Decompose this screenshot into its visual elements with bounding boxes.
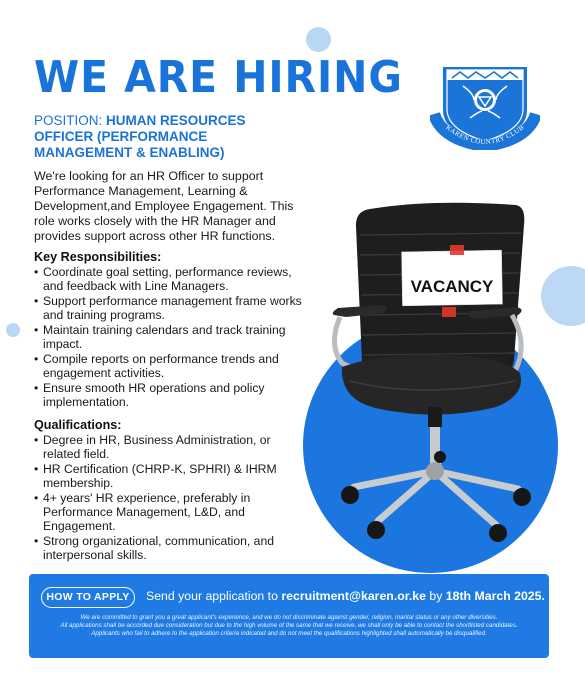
position-label: POSITION: bbox=[34, 113, 107, 128]
apply-instructions bbox=[146, 589, 545, 603]
decor-bubble-right bbox=[541, 266, 585, 326]
list-item: • HR Certification (CHRP-K, SPHRI) & IHRM membership. bbox=[34, 462, 304, 490]
karen-country-club-logo bbox=[430, 60, 540, 150]
list-item: • Ensure smooth HR operations and policy implementation. bbox=[34, 381, 304, 409]
qualifications-list bbox=[34, 433, 304, 563]
list-item: • Compile reports on performance trends and engagement activities. bbox=[34, 352, 304, 380]
apply-email-link[interactable]: recruitment@karen.or.ke bbox=[281, 589, 426, 603]
responsibilities-list bbox=[34, 265, 304, 410]
intro-paragraph: We're looking for an HR Officer to support Performance Management, Learning & Development,and Employee Engagement. This role works closely with the HR Manager and provides support across other HR functions. bbox=[34, 169, 294, 243]
list-item: • 4+ years' HR experience, preferably in Performance Management, L&D, and Engagement. bbox=[34, 491, 304, 534]
position-heading bbox=[34, 113, 284, 161]
vacancy-sign-text: VACANCY bbox=[410, 277, 494, 296]
position-title: HUMAN RESOURCES OFFICER (PERFORMANCE MANAGEMENT & ENABLING) bbox=[34, 113, 246, 160]
disclaimer bbox=[34, 614, 544, 638]
qualifications-title: Qualifications: bbox=[34, 418, 122, 432]
page-title: WE ARE HIRING bbox=[34, 52, 403, 103]
list-item: • Support performance management frame works and training programs. bbox=[34, 294, 304, 322]
decor-bubble-left bbox=[6, 323, 20, 337]
decor-bubble-top bbox=[306, 27, 331, 52]
apply-middle: by bbox=[425, 589, 446, 603]
disclaimer-line: Applicants who fail to adhere to the application criteria indicated and do not meet the qualifications highlighted shall automatically be disqualified. bbox=[91, 630, 487, 637]
apply-prefix: Send your application to bbox=[146, 589, 282, 603]
apply-deadline: 18th March 2025. bbox=[445, 589, 545, 603]
disclaimer-line: We are committed to grant you a great applicant's experience, and we do not discriminate against gender, religion, marital status or any other diversities. bbox=[80, 614, 498, 621]
how-to-apply-badge: HOW TO APPLY bbox=[41, 587, 135, 608]
list-item: • Coordinate goal setting, performance reviews, and feedback with Line Managers. bbox=[34, 265, 304, 293]
list-item: • Degree in HR, Business Administration, or related field. bbox=[34, 433, 304, 461]
logo-text: KAREN COUNTRY CLUB bbox=[444, 123, 526, 147]
list-item: • Strong organizational, communication, and interpersonal skills. bbox=[34, 534, 304, 562]
office-chair-illustration bbox=[320, 195, 540, 555]
responsibilities-title: Key Responsibilities: bbox=[34, 250, 162, 264]
list-item: • Maintain training calendars and track training impact. bbox=[34, 323, 304, 351]
disclaimer-line: All applications shall be accorded due consideration but due to the high volume of the same that we receive, we shall only be able to contact the shortlisted candidates. bbox=[60, 622, 518, 629]
